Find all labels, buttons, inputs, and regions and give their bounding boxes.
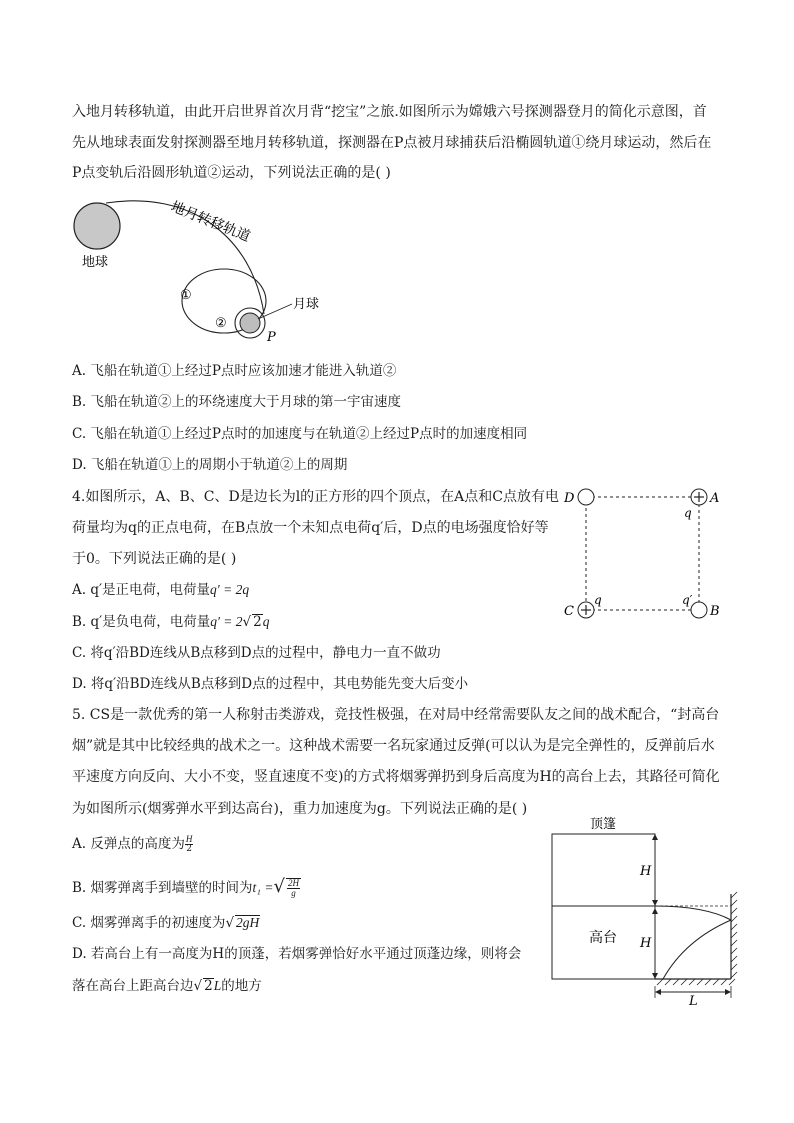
q5-option-c <box>72 913 260 933</box>
point-p-label: P <box>267 330 276 345</box>
q4-option-a-text: A. q′是正电荷，电荷量 <box>72 582 211 598</box>
moon-circle <box>240 313 260 333</box>
h-lower-label: H <box>640 936 652 951</box>
q4-option-c: C. 将q′沿BD连线从B点移到D点的过程中，静电力一直不做功 <box>72 645 441 661</box>
q4-option-d: D. 将q′沿BD连线从B点移到D点的过程中，其电势能先变大后变小 <box>72 676 469 692</box>
q5-stem-line-3: 平速度方向反向、大小不变，竖直速度不变)的方式将烟雾弹扔到身后高度为H的高台上去，其路径可简化 <box>72 769 720 785</box>
q5-stem-line-1: 5. CS是一款优秀的第一人称射击类游戏，竞技性极强，在对局中经常需要队友之间的战术配合，“封高台 <box>72 707 720 723</box>
q5-option-d-line-1: D. 若高台上有一高度为H的顶蓬，若烟雾弹恰好水平通过顶蓬边缘，则将会 <box>72 946 522 962</box>
orbit-1-label: ① <box>180 288 192 303</box>
sqrt-sign: √ <box>193 978 203 994</box>
q5-option-d-radicand: 2 <box>204 978 213 994</box>
charge-a-q-label: q <box>684 506 692 520</box>
q5-option-b-fraction: $\frac{2H}{g}$ <box>287 878 299 898</box>
q5-option-c-text: C. 烟雾弹离手的初速度为 <box>72 915 226 931</box>
square-charges-diagram <box>556 482 732 622</box>
q4-option-b-math: q′ = 2 <box>210 614 243 629</box>
q5-stem-line-2: 烟”就是其中比较经典的战术之一。这种战术需要一名玩家通过反弹(可以认为是完全弹性的，反弹前后水 <box>72 738 715 754</box>
vertex-b-label: B <box>710 604 720 619</box>
trajectory-upper <box>655 906 731 920</box>
q4-option-b-radicand: 2 <box>253 614 262 630</box>
sqrt-sign: √ <box>273 876 285 897</box>
q4-option-a <box>72 580 249 600</box>
charge-b-q-label: q′ <box>682 593 693 607</box>
q5-option-b-t: t₁ = <box>252 880 274 895</box>
moon-label: 月球 <box>293 297 320 312</box>
l-label: L <box>689 994 698 1009</box>
q3-option-b: B. 飞船在轨道②上的环绕速度大于月球的第一宇宙速度 <box>72 394 402 410</box>
earth-label: 地球 <box>82 255 109 270</box>
sqrt-sign: √ <box>242 614 252 630</box>
q5-option-d-l: L <box>213 978 222 993</box>
trajectory-lower <box>663 920 731 979</box>
q5-option-b <box>72 877 301 898</box>
orbit-2-label: ② <box>215 316 227 331</box>
q5-option-a <box>72 834 193 854</box>
charge-b-circle <box>691 602 707 618</box>
vertex-d-circle <box>578 489 594 505</box>
q5-stem-line-4: 为如图所示(烟雾弹水平到达高台)，重力加速度为g。下列说法正确的是( ) <box>72 801 528 817</box>
vertex-d-label: D <box>564 491 575 506</box>
q5-option-d-text: 落在高台上距高台边 <box>72 978 194 994</box>
q5-option-b-text: B. 烟雾弹离手到墙壁的时间为 <box>72 880 253 896</box>
earth-circle <box>74 203 120 249</box>
sqrt-sign: √ <box>225 915 235 931</box>
roof-label: 顶篷 <box>590 817 617 832</box>
q4-option-b-text: B. q′是负电荷，电荷量 <box>72 614 211 630</box>
high-platform-diagram <box>545 812 745 1009</box>
charge-c-q-label: q <box>594 593 602 607</box>
q5-option-d-suffix: 的地方 <box>221 978 262 994</box>
q3-option-a: A. 飞船在轨道①上经过P点时应该加速才能进入轨道② <box>72 363 397 379</box>
q5-option-a-fraction: $\frac{H}{2}$ <box>185 834 193 854</box>
vertex-c-label: C <box>564 604 574 619</box>
q4-option-b-q: q <box>262 614 270 629</box>
q3-intro-line-1: 入地月转移轨道，由此开启世界首次月背“挖宝”之旅.如图所示为嫦娥六号探测器登月的简化示意图，首 <box>72 104 707 120</box>
vertex-a-label: A <box>710 491 720 506</box>
q4-stem-line-2: 荷量均为q的正点电荷，在B点放一个未知点电荷q′后，D点的电场强度恰好等 <box>72 520 549 536</box>
q3-intro-line-3: P点变轨后沿圆形轨道②运动，下列说法正确的是( ) <box>72 165 391 181</box>
q4-option-a-math: q′ = 2q <box>210 582 250 597</box>
transfer-orbit-label: 地月转移轨道 <box>168 198 253 246</box>
q5-option-d-line-2 <box>72 976 262 996</box>
q3-option-c: C. 飞船在轨道①上经过P点时的加速度与在轨道②上经过P点时的加速度相同 <box>72 426 528 442</box>
q4-stem-line-1: 4.如图所示，A、B、C、D是边长为l的正方形的四个顶点，在A点和C点放有电 <box>72 489 559 505</box>
q5-option-c-radicand: 2gH <box>236 915 260 930</box>
q4-stem-line-3: 于0。下列说法正确的是( ) <box>72 551 237 567</box>
q5-option-a-text: A. 反弹点的高度为 <box>72 836 185 852</box>
platform-label: 高台 <box>589 930 617 946</box>
q3-option-d: D. 飞船在轨道①上的周期小于轨道②上的周期 <box>72 457 348 473</box>
earth-moon-transfer-diagram <box>70 196 350 346</box>
h-upper-label: H <box>640 864 652 879</box>
q4-option-b <box>72 612 270 632</box>
q3-intro-line-2: 先从地球表面发射探测器至地月转移轨道，探测器在P点被月球捕获后沿椭圆轨道①绕月球运动，然后在 <box>72 135 712 151</box>
